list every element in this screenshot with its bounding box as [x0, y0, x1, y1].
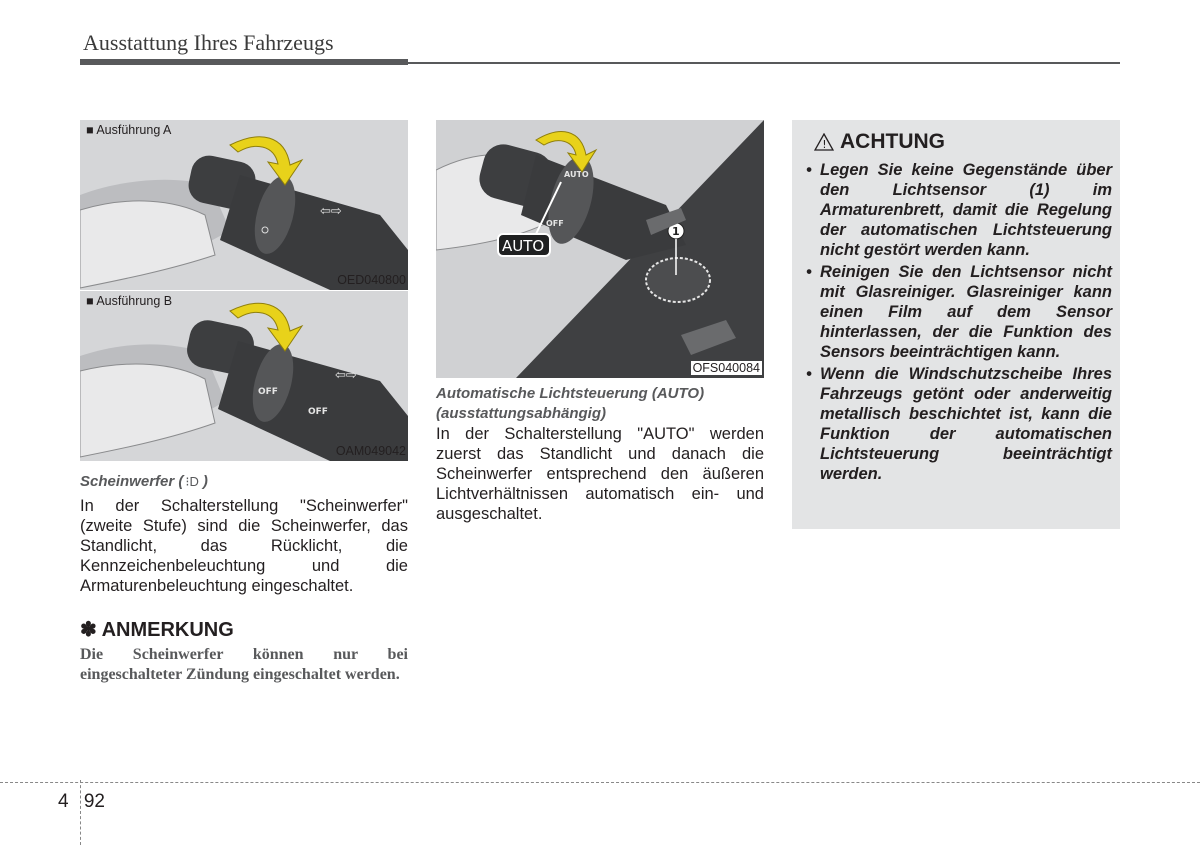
warning-item: • Wenn die Windschutzscheibe Ihres Fahrzeugs getönt oder anderweitig metallisch beschichtet ist, kann die Funktion der automatischen Lichtsteuerung beeinträchtigt werden. — [806, 365, 1112, 483]
auto-callout-label: AUTO — [502, 237, 545, 255]
header-rule-thick — [80, 59, 408, 65]
headlight-body: In der Schalterstellung "Scheinwerfer" (zweite Stufe) sind die Scheinwerfer, das Standlicht, das Rücklicht, die Kennzeichenbeleuchtung und die Armaturenbeleuchtung eingeschaltet. — [80, 497, 408, 595]
page-number-value: 92 — [83, 791, 105, 812]
note-heading: ✽ ANMERKUNG — [80, 619, 234, 641]
auto-small-label: AUTO — [564, 170, 589, 179]
warning-heading — [814, 130, 945, 154]
footer-rule — [0, 782, 1200, 783]
figure-label: ■ Ausführung A — [86, 123, 172, 137]
warning-triangle-icon — [814, 133, 834, 151]
section-title: Ausstattung Ihres Fahrzeugs — [83, 30, 334, 55]
figure-code: OAM049042 — [335, 444, 406, 458]
warning-item: • Legen Sie keine Gegenstände über den Lichtsensor (1) im Armaturenbrett, damit die Regelung der automatischen Lichtsteuerung nicht gestört werden kann. — [806, 161, 1112, 259]
figure-version-a — [80, 120, 408, 290]
warning-item-text: Wenn die Windschutzscheibe Ihres Fahrzeugs getönt oder anderweitig metallisch beschichtet ist, kann die Funktion der automatischen Lichtsteuerung beeinträchtigt werden. — [820, 365, 1112, 483]
headlight-icon: ⁝D — [185, 474, 199, 489]
auto-body: In der Schalterstellung "AUTO" werden zuerst das Standlicht und danach die Scheinwerfer entsprechend den äußeren Lichtverhältnissen automatisch ein- und ausgeschaltet. — [436, 425, 764, 523]
warning-box — [792, 120, 1120, 529]
off-label-2: OFF — [308, 407, 328, 417]
warning-item: • Reinigen Sie den Lichtsensor nicht mit Glasreiniger. Glasreiniger kann einen Film auf dem Sensor hinterlassen, der die Funktion des Sensors beeinträchtigen kann. — [806, 263, 1112, 361]
warning-heading-text: ACHTUNG — [840, 130, 945, 153]
header-rule-thin — [408, 62, 1120, 64]
headlight-subheading — [80, 472, 408, 492]
light-switch-illustration-b — [80, 291, 408, 461]
warning-item-text: Legen Sie keine Gegenstände über den Lichtsensor (1) im Armaturenbrett, damit die Regelung der automatischen Lichtsteuerung nicht gestört werden kann. — [820, 161, 1112, 259]
subheading-prefix: Scheinwerfer ( — [80, 473, 184, 490]
figure-label: ■ Ausführung B — [86, 294, 173, 308]
page-number — [58, 791, 105, 813]
subheading-suffix: ) — [202, 473, 208, 490]
warning-item-text: Reinigen Sie den Lichtsensor nicht mit Glasreiniger. Glasreiniger kann einen Film auf dem Sensor hinterlassen, der die Funktion des Sensors beeinträchtigen kann. — [820, 263, 1112, 361]
warning-list — [806, 160, 1112, 486]
figure-auto-sensor — [436, 120, 764, 378]
off-label: OFF — [546, 219, 564, 228]
off-label-1: OFF — [258, 387, 278, 397]
callout-number: 1 — [672, 225, 680, 238]
auto-subheading: Automatische Lichtsteuerung (AUTO) (ausstattungsabhängig) — [436, 385, 705, 422]
figure-code: OED040800 — [337, 273, 406, 287]
light-switch-illustration-a — [80, 120, 408, 290]
auto-light-illustration — [436, 120, 764, 378]
svg-text:⇦⇨: ⇦⇨ — [335, 368, 357, 383]
chapter-number: 4 — [58, 791, 69, 812]
note-text: Die Scheinwerfer können nur bei eingeschalteter Zündung eingeschaltet werden. — [80, 646, 408, 683]
svg-text:⇦⇨: ⇦⇨ — [320, 204, 342, 219]
figure-version-b — [80, 291, 408, 461]
svg-text:!: ! — [822, 138, 827, 151]
figure-code: OFS040084 — [692, 361, 760, 375]
